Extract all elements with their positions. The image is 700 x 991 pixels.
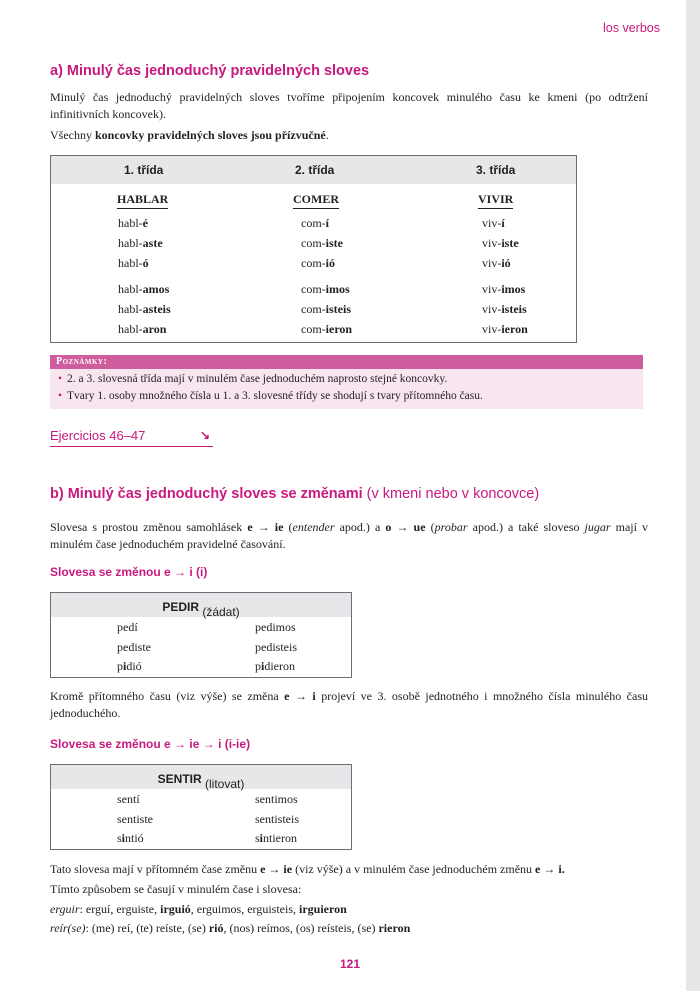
sentir-header	[51, 765, 351, 789]
note-item: • 2. a 3. slovesná třída mají v minulém čase jednoduchém naprosto stejné koncovky.	[58, 373, 448, 385]
closing-paragraphs	[50, 861, 648, 937]
conjugation-cell: viv-imos	[482, 282, 526, 296]
pedir-header	[51, 593, 351, 617]
verb-vivir: VIVIR	[478, 192, 513, 209]
column-header: 3. třída	[476, 163, 516, 177]
verb-gloss: (žádat)	[199, 605, 240, 619]
krome-paragraph: Kromě přítomného času (viz výše) se změna e → i projeví ve 3. osobě jednotného i množného čísla minulého času jednoduchého.	[50, 689, 648, 720]
conjugation-cell: sentisteis	[255, 812, 299, 826]
conjugation-cell: sentiste	[117, 812, 153, 826]
conjugation-cell: habl-amos	[118, 282, 170, 296]
verb-gloss: (litovat)	[201, 777, 245, 791]
conjugation-cell: habl-aron	[118, 322, 167, 336]
conjugation-cell: pidió	[117, 659, 142, 673]
timto-paragraph: Tímto způsobem se časují v minulém čase i slovesa:	[50, 882, 302, 896]
notes-header	[50, 355, 643, 369]
conjugation-cell: com-ió	[301, 256, 335, 270]
arrow-down-right-icon: ↘	[200, 428, 211, 442]
conjugation-cell: viv-ió	[482, 256, 511, 270]
regular-conjugation-table	[50, 155, 577, 343]
table-header-row	[51, 156, 576, 184]
conjugation-cell: com-isteis	[301, 302, 351, 316]
sentir-table	[50, 764, 352, 850]
conjugation-cell: com-imos	[301, 282, 350, 296]
running-head: los verbos	[603, 21, 660, 35]
column-header: 2. třída	[295, 163, 335, 177]
verb-pedir: PEDIR	[162, 600, 199, 614]
conjugation-cell: pedisteis	[255, 640, 297, 654]
conjugation-cell: viv-í	[482, 216, 505, 230]
conjugation-cell: pedí	[117, 620, 138, 634]
section-a-para2: Všechny koncovky pravidelných sloves jsou přízvučné.	[50, 128, 329, 142]
conjugation-cell: pedimos	[255, 620, 296, 634]
conjugation-cell: habl-asteis	[118, 302, 171, 316]
subheading-e-ie-i: Slovesa se změnou e → ie → i (i-ie)	[50, 737, 251, 751]
verb-sentir: SENTIR	[157, 772, 202, 786]
conjugation-cell: habl-ó	[118, 256, 149, 270]
conjugation-cell: com-í	[301, 216, 329, 230]
section-b-title: b) Minulý čas jednoduchý sloves se změnami (v kmeni nebo v koncovce)	[50, 486, 540, 502]
verb-hablar: HABLAR	[117, 192, 168, 209]
conjugation-cell: viv-ieron	[482, 322, 528, 336]
conjugation-cell: viv-iste	[482, 236, 519, 250]
reir-line: reír(se): (me) reí, (te) reíste, (se) rió, (nos) reímos, (os) reísteis, (se) rieron	[50, 921, 411, 935]
exercises-link[interactable]: Ejercicios 46–47	[50, 428, 146, 443]
notes-title: Poznámky:	[56, 356, 108, 367]
section-a-title: a) Minulý čas jednoduchý pravidelných sloves	[50, 63, 370, 79]
section-a-intro	[50, 89, 648, 144]
column-header: 1. třída	[124, 163, 164, 177]
verb-comer: COMER	[293, 192, 339, 209]
conjugation-cell: habl-é	[118, 216, 148, 230]
section-a-para1: Minulý čas jednoduchý pravidelných sloves tvoříme připojením koncovek minulého času ke kmeni (po odtržení infinitivních koncovek).	[50, 90, 648, 121]
conjugation-cell: habl-aste	[118, 236, 163, 250]
exercises-underline	[50, 446, 213, 447]
tato-paragraph: Tato slovesa mají v přítomném čase změnu e → ie (viz výše) a v minulém čase jednoduchém změnu e → i.	[50, 862, 565, 876]
conjugation-cell: sintieron	[255, 831, 298, 845]
conjugation-cell: pediste	[117, 640, 151, 654]
conjugation-cell: com-iste	[301, 236, 343, 250]
conjugation-cell: sentí	[117, 792, 140, 806]
note-item: • Tvary 1. osoby množného čísla u 1. a 3. slovesné třídy se shodují s tvary přítomného času.	[58, 390, 483, 402]
page-number: 121	[339, 957, 361, 971]
notes-box	[50, 369, 643, 409]
conjugation-cell: pidieron	[255, 659, 295, 673]
conjugation-cell: sentimos	[255, 792, 298, 806]
subheading-e-i: Slovesa se změnou e → i (i)	[50, 565, 208, 579]
pedir-table	[50, 592, 352, 678]
conjugation-cell: viv-isteis	[482, 302, 527, 316]
conjugation-cell: sintió	[117, 831, 144, 845]
section-b-intro: Slovesa s prostou změnou samohlásek e → ie (entender apod.) a o → ue (probar apod.) a také sloveso jugar mají v minulém čase jednoduchém pravidelné časování.	[50, 520, 649, 551]
conjugation-cell: com-ieron	[301, 322, 353, 336]
page-edge-strip	[686, 0, 700, 991]
erguir-line: erguir: erguí, erguiste, irguió, erguimos, erguisteis, irguieron	[50, 902, 347, 916]
